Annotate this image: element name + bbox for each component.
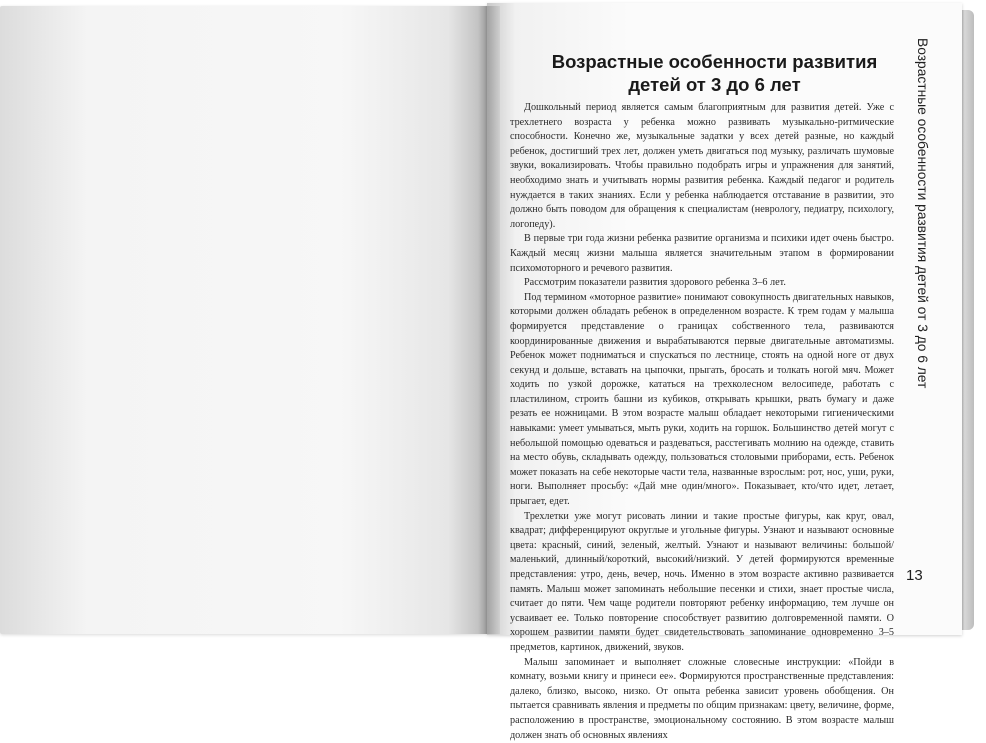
paragraph: Рассмотрим показатели развития здорового ребенка 3–6 лет. — [524, 277, 786, 289]
chapter-title-line-2: детей от 3 до 6 лет — [628, 74, 801, 95]
running-header-vertical: Возрастные особенности развития детей от 3 до 6 лет — [915, 38, 930, 389]
paragraph: Под термином «моторное развитие» понимают совокупность двигательных навыков, которыми должен обладать ребенок в определенном возрасте. К трем годам у малыша формируется представление о границах собственного тела, развиваются координированные движения и вырабатываются первые двигательные автоматизмы. Ребенок может подниматься и спускаться по лестнице, стоять на одной ноге от двух секунд и дольше, вставать на цыпочки, прыгать, бросать и толкать ногой мяч. Может ходить по узкой дорожке, кататься на трехколесном велосипеде, работать с пластилином, строить башни из кубиков, открывать крышки, рвать бумагу и даже резать ее ножницами. В этом возрасте малыш обладает некоторыми гигиеническими навыками: умеет умываться, мыть руки, ходить на горшок. Большинство детей могут с небольшой помощью одеваться и раздеваться, расстегивать молнию на одежде, ставить на место обувь, складывать одежду, пользоваться столовыми приборами, есть. Ребенок может показать на себе некоторые части тела, названные взрослым: рот, нос, уши, руки, ноги. Выполняет просьбу: «Дай мне один/много». Показывает, кто/что идет, летает, прыгает, едет. — [510, 291, 894, 508]
body-text — [510, 101, 894, 743]
paragraph: В первые три года жизни ребенка развитие организма и психики идет очень быстро. Каждый месяц жизни малыша является значительным этапом в формировании психомоторного и речевого развития. — [510, 233, 894, 274]
paragraph: Трехлетки уже могут рисовать линии и такие простые фигуры, как круг, овал, квадрат; дифференцируют округлые и угольные фигуры. Узнают и называют основные цвета: красный, синий, зеленый, желтый. Узнают и называют величины: большой/маленький, длинный/короткий, высокий/низкий. У детей формируются временные представления: утро, день, вечер, ночь. Именно в этом возрасте активно развивается память. Малыш может запоминать небольшие песенки и стихи, знает простые числа, считает до пяти. Чем чаще родители повторяют ребенку информацию, тем лучше он усваивает ее. Только повторение способствует развитию долговременной памяти. О хорошем развитии памяти будет свидетельствовать запоминание одновременно 3–5 предметов, картинок, движений, звуков. — [510, 510, 894, 653]
chapter-title — [507, 50, 922, 96]
paragraph: Малыш запоминает и выполняет сложные словесные инструкции: «Пойди в комнату, возьми книгу и принеси ее». Формируются пространственные представления: далеко, близко, высоко, низко. От опыта ребенка зависит уровень обобщения. Он пытается сравнивать явления и предметы по общим признакам: цвету, величине, форме, расположению в пространстве, эмоциональному состоянию. В этом возрасте малыш должен знать об основных явлениях — [510, 656, 894, 741]
paragraph: Дошкольный период является самым благоприятным для развития детей. Уже с трехлетнего возраста у ребенка можно развивать музыкально-ритмические способности. Конечно же, музыкальные задатки у всех детей разные, но каждый ребенок, достигший трех лет, должен уметь двигаться под музыку, различать шумовые звуки, вокализировать. Чтобы правильно подобрать игры и упражнения для занятий, необходимо знать и учитывать нормы развития ребенка. Каждый педагог и родитель нуждается в таких знаниях. Если у ребенка наблюдается отставание в развитии, это должно быть поводом для обращения к специалистам (неврологу, педиатру, психологу, логопеду). — [510, 102, 894, 230]
chapter-title-line-1: Возрастные особенности развития — [551, 51, 878, 72]
left-page-blank — [0, 6, 487, 634]
page-number: 13 — [906, 567, 923, 584]
book-gutter-shadow — [478, 6, 500, 634]
